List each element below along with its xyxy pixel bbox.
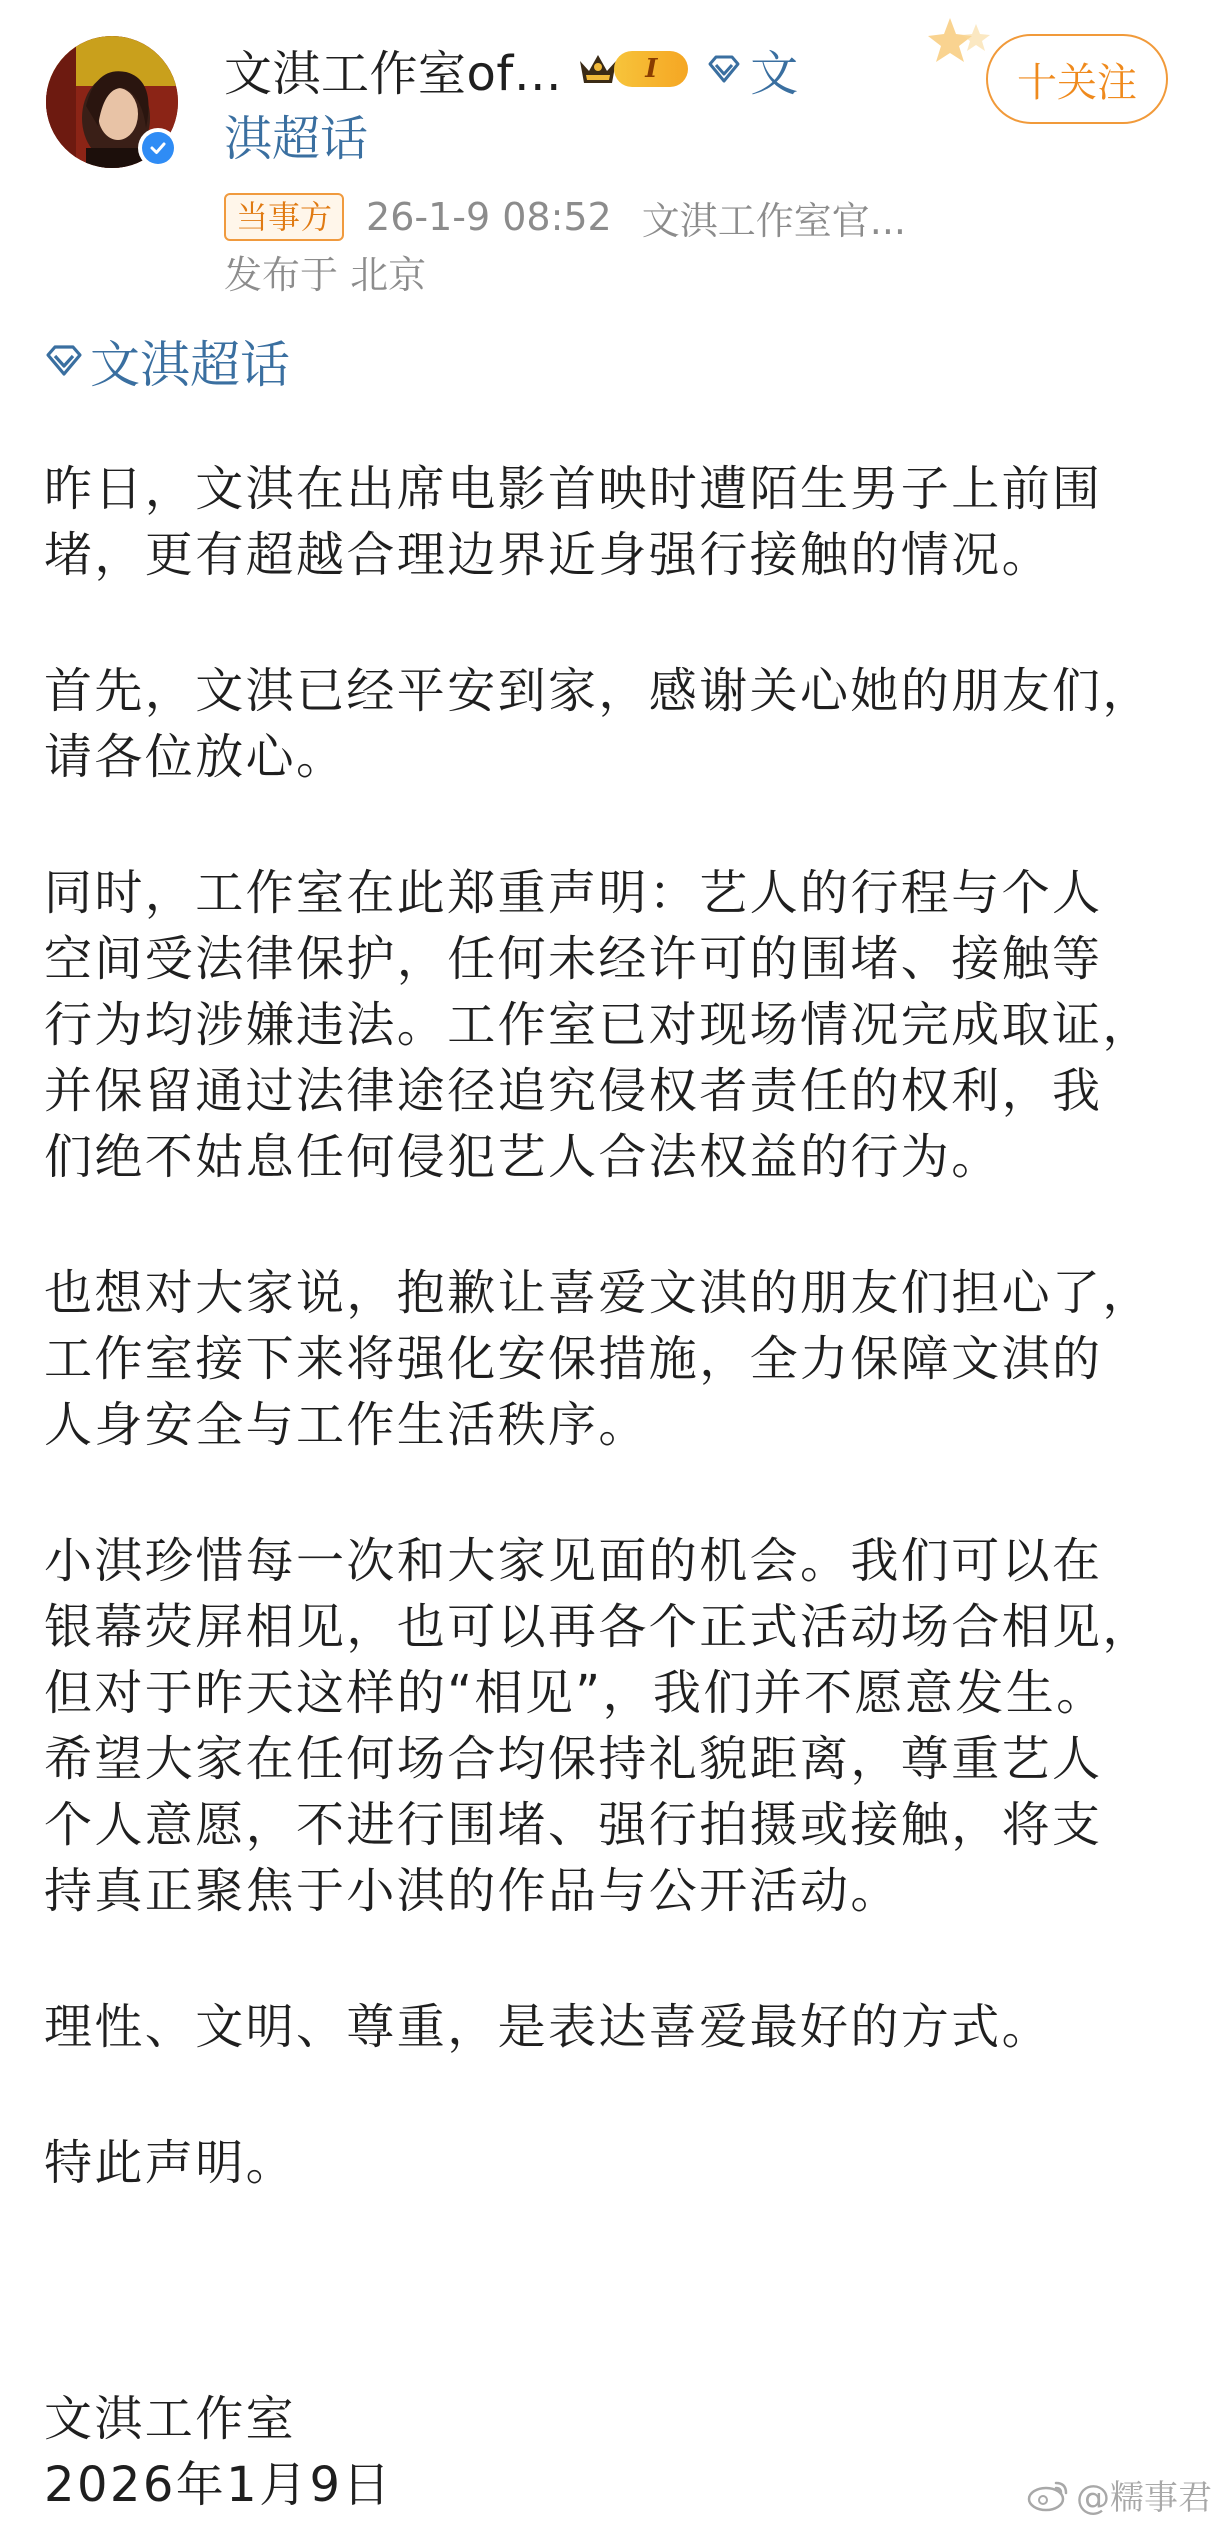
signature-date: 2026年1月9日 bbox=[44, 2457, 393, 2513]
paragraph-safe: 首先，文淇已经平安到家，感谢关心她的朋友们， 请各位放心。 bbox=[44, 663, 1153, 785]
follow-button[interactable]: 十关注 bbox=[986, 34, 1168, 124]
topic-tag-label: 文淇超话 bbox=[90, 336, 290, 394]
watermark-text: @糯事君 bbox=[1076, 2478, 1212, 2518]
post-timestamp: 26-1-9 08:52 bbox=[366, 195, 612, 239]
signature-block bbox=[44, 2386, 393, 2518]
signature-name: 文淇工作室 bbox=[44, 2391, 297, 2447]
watermark bbox=[1026, 2470, 1212, 2519]
paragraph-apology: 也想对大家说，抱歉让喜爱文淇的朋友们担心了， 工作室接下来将强化安保措施，全力保障文淇的 人身安全与工作生活秩序。 bbox=[44, 1265, 1153, 1453]
paragraph-incident: 昨日，文淇在出席电影首映时遭陌生男子上前围 堵，更有超越合理边界近身强行接触的情况。 bbox=[44, 461, 1103, 583]
account-name[interactable]: 文淇工作室of… bbox=[224, 45, 563, 102]
supertopic-link[interactable]: 文 bbox=[750, 45, 799, 102]
member-crown-icon[interactable] bbox=[576, 49, 688, 89]
post-meta bbox=[224, 192, 906, 242]
post-header bbox=[0, 0, 1212, 320]
supertopic-diamond-icon bbox=[44, 344, 84, 378]
post-location: 发布于 北京 bbox=[224, 253, 427, 297]
supertopic-diamond-icon bbox=[706, 54, 742, 84]
paragraph-statement: 同时，工作室在此郑重声明：艺人的行程与个人 空间受法律保护，任何未经许可的围堵、接触等 行为均涉嫌违法。工作室已对现场情况完成取证， 并保留通过法律途径追究侵权者责任的权利，我 们绝不姑息任何侵犯艺人合法权益的行为。 bbox=[44, 865, 1153, 1185]
post-source[interactable]: 文淇工作室官... bbox=[641, 198, 906, 243]
paragraph-values: 理性、文明、尊重，是表达喜爱最好的方式。 bbox=[44, 1999, 1053, 2055]
level-badge: I bbox=[614, 51, 688, 87]
verified-badge-icon bbox=[138, 128, 178, 168]
paragraph-appeal: 小淇珍惜每一次和大家见面的机会。我们可以在 银幕荧屏相见，也可以再各个正式活动场合相见， 但对于昨天这样的“相见”，我们并不愿意发生。 希望大家在任何场合均保持礼貌距离，尊重艺人 个人意愿，不进行围堵、强行拍摄或接触，将支 持真正聚焦于小淇的作品与公开活动。 bbox=[44, 1533, 1153, 1919]
weibo-logo-icon bbox=[1026, 2477, 1070, 2513]
topic-tag-link[interactable] bbox=[44, 328, 290, 394]
account-name-block bbox=[224, 34, 984, 174]
post-body bbox=[44, 456, 1174, 2196]
supertopic-link-continued[interactable]: 淇超话 bbox=[224, 111, 369, 167]
party-tag: 当事方 bbox=[224, 193, 344, 241]
paragraph-closing: 特此声明。 bbox=[44, 2135, 297, 2191]
